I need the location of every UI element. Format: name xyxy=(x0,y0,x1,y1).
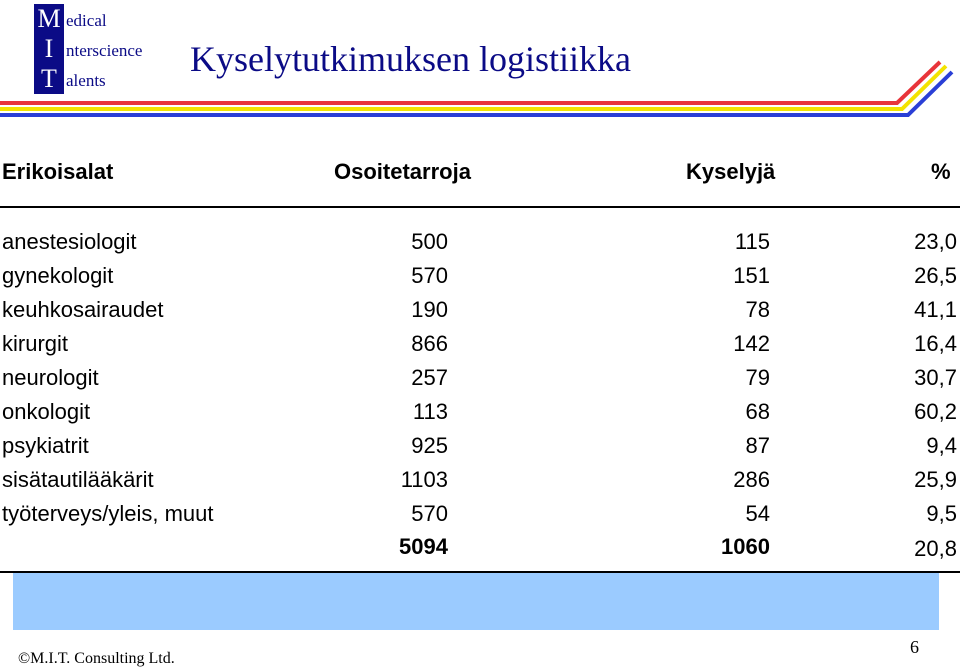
row-percent: 60,2 xyxy=(914,399,957,424)
page-number: 6 xyxy=(910,637,919,657)
row-kyselyja: 151 xyxy=(733,263,770,288)
table-bottom-rule xyxy=(0,571,960,573)
page-title: Kyselytutkimuksen logistiikka xyxy=(190,39,631,79)
row-kyselyja: 142 xyxy=(733,331,770,356)
row-kyselyja: 115 xyxy=(734,229,770,254)
blue-panel xyxy=(13,573,939,630)
row-percent: 23,0 xyxy=(914,229,957,254)
row-label: neurologit xyxy=(2,365,99,390)
row-percent: 30,7 xyxy=(914,365,957,390)
row-percent: 9,5 xyxy=(926,501,957,526)
row-label: kirurgit xyxy=(2,331,69,356)
total-kyselyja: 1060 xyxy=(721,534,770,559)
decorative-stripes xyxy=(0,0,960,130)
stripe-red xyxy=(0,62,940,103)
footer-copyright: ©M.I.T. Consulting Ltd. xyxy=(18,650,175,667)
row-label: anestesiologit xyxy=(2,229,137,254)
row-kyselyja: 79 xyxy=(745,365,770,390)
row-percent: 41,1 xyxy=(914,297,957,322)
header-osoitetarroja: Osoitetarroja xyxy=(334,159,471,184)
row-kyselyja: 54 xyxy=(745,501,770,526)
row-label: onkologit xyxy=(2,399,91,424)
row-kyselyja: 286 xyxy=(733,467,770,492)
row-osoitetarroja: 925 xyxy=(411,433,448,458)
row-percent: 16,4 xyxy=(914,331,957,356)
logo-word-interscience: nterscience xyxy=(66,41,143,60)
row-osoitetarroja: 866 xyxy=(411,331,448,356)
row-label: keuhkosairaudet xyxy=(2,297,164,322)
row-kyselyja: 68 xyxy=(745,399,770,424)
total-osoitetarroja: 5094 xyxy=(399,534,448,559)
row-osoitetarroja: 570 xyxy=(411,263,448,288)
header-kyselyja: Kyselyjä xyxy=(686,159,776,184)
logo-word-talents: alents xyxy=(66,71,106,90)
row-percent: 25,9 xyxy=(914,467,957,492)
row-osoitetarroja: 113 xyxy=(412,399,448,424)
row-kyselyja: 78 xyxy=(745,297,770,322)
row-label: psykiatrit xyxy=(2,433,89,458)
logo-letter-t: T xyxy=(34,64,64,94)
header-percent: % xyxy=(931,159,951,184)
row-kyselyja: 87 xyxy=(745,433,770,458)
table-top-rule xyxy=(0,206,960,208)
row-osoitetarroja: 190 xyxy=(411,297,448,322)
row-label: työterveys/yleis, muut xyxy=(2,501,214,526)
row-osoitetarroja: 500 xyxy=(411,229,448,254)
row-percent: 26,5 xyxy=(914,263,957,288)
row-label: sisätautilääkärit xyxy=(2,467,154,492)
row-label: gynekologit xyxy=(2,263,114,288)
logo-word-medical: edical xyxy=(66,11,107,30)
total-percent: 20,8 xyxy=(914,536,957,561)
logo-letter-m: M xyxy=(34,4,64,34)
row-percent: 9,4 xyxy=(926,433,957,458)
header-erikoisalat: Erikoisalat xyxy=(2,159,114,184)
row-osoitetarroja: 1103 xyxy=(400,467,448,492)
logo-letter-i: I xyxy=(34,34,64,64)
row-osoitetarroja: 570 xyxy=(411,501,448,526)
row-osoitetarroja: 257 xyxy=(411,365,448,390)
